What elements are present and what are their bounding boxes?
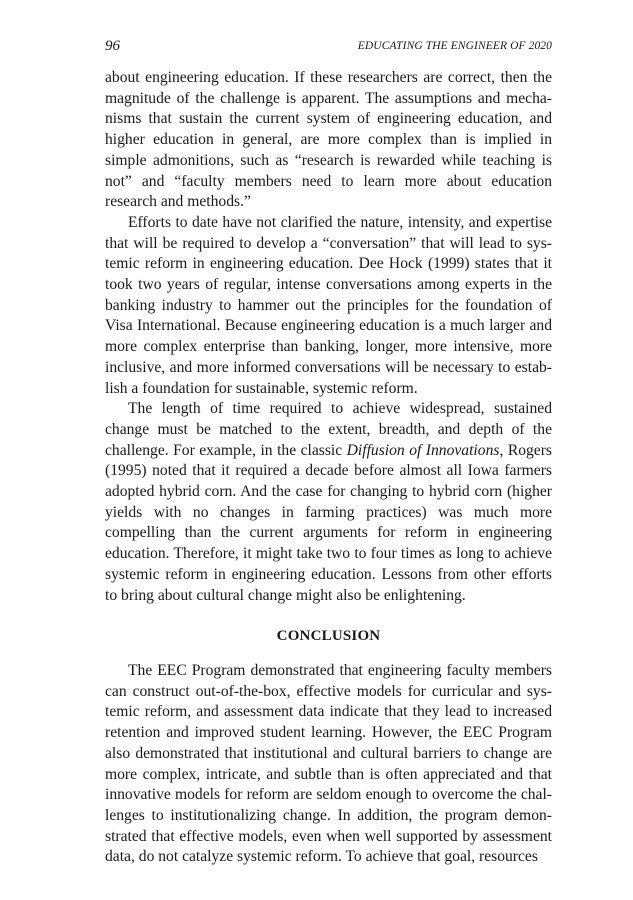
running-head: EDUCATING THE ENGINEER OF 2020 bbox=[357, 40, 552, 52]
section-heading-conclusion: CONCLUSION bbox=[276, 628, 381, 645]
paragraph-diffusion bbox=[105, 399, 552, 606]
paragraph-diffusion-text-1: The length of time required to achieve widespread, sustained change must be matched to the extent, breadth, and depth of the challenge. For example, in the classic bbox=[105, 400, 552, 459]
paragraph-conversation: Efforts to date have not clarified the nature, intensity, and expertise that will be required to develop a “conversation” that will lead to systemic reform in engineering education. Dee Hock (1999) states that it took two years of regular, intense conversations among experts in the banking industry to hammer out the principles for the foundation of Visa International. Because engineering education is a much larger and more complex enterprise than banking, longer, more intensive, more inclusive, and more informed conversations will be necessary to establish a foundation for sustainable, systemic reform. bbox=[105, 213, 552, 397]
page-number: 96 bbox=[105, 38, 120, 54]
book-title-diffusion: Diffusion of Innovations bbox=[346, 441, 500, 459]
paragraph-continued: about engineering education. If these researchers are correct, then the magnitude of the challenge is apparent. The assumptions and mechanisms that sustain the current system of engineering education, and higher education in general, are more complex than is implied in simple admonitions, such as “research is rewarded while teaching is not” and “faculty members need to learn more about education research and methods.” bbox=[105, 69, 552, 211]
page-header bbox=[105, 38, 552, 58]
paragraph-conclusion: The EEC Program demonstrated that engineering faculty members can construct out-of-the-box, effective models for curricular and systemic reform, and assessment data indicate that they lead to increased retention and improved student learning. However, the EEC Program also demonstrated that institutional and cultural barriers to change are more complex, intricate, and subtle than is often appreciated and that innovative models for reform are seldom enough to overcome the challenges to institutionalizing change. In addition, the program demonstrated that effective models, even when well supported by assessment data, do not catalyze systemic reform. To achieve that goal, resources bbox=[105, 661, 552, 866]
page-body bbox=[105, 68, 552, 868]
paragraph-diffusion-text-2: , Rogers (1995) noted that it required a decade before almost all Iowa farmers adopted hybrid corn. And the case for changing to hybrid corn (higher yields with no changes in farming practices) was much more compelling than the current arguments for reform in engineering education. Therefore, it might take two to four times as long to achieve systemic reform in engineering education. Lessons from other efforts to bring about cultural change might also be enlightening. bbox=[105, 441, 552, 604]
